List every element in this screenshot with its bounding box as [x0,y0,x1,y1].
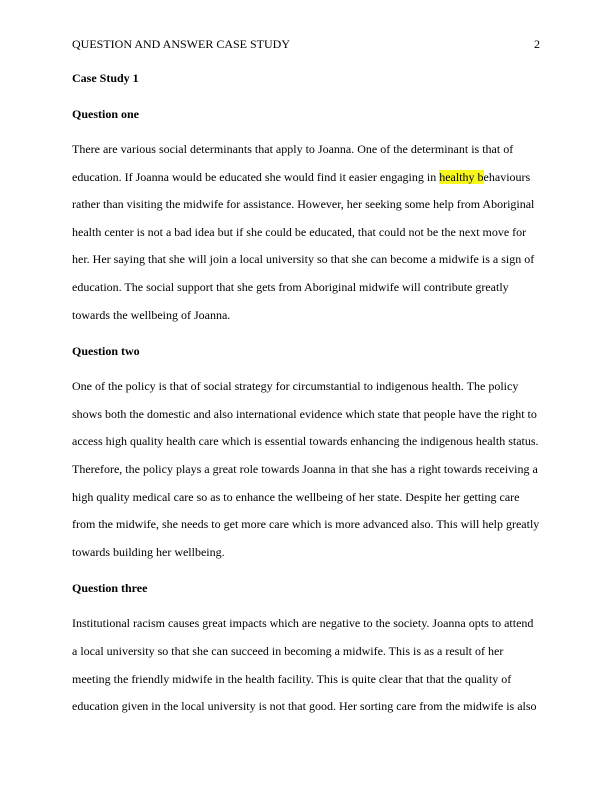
question-three-heading: Question three [72,581,148,596]
paragraph-line: education. The social support that she gets from Aboriginal midwife will contribute greatly [72,279,509,294]
paragraph-line: Institutional racism causes great impacts which are negative to the society. Joanna opts to attend [72,616,534,631]
paragraph-line: meeting the friendly midwife in the health facility. This is quite clear that that the quality of [72,671,512,686]
question-two-heading: Question two [72,344,140,359]
paragraph-line: health center is not a bad idea but if she could be educated, that could not be the next move for [72,224,527,239]
paragraph-line: her. Her saying that she will join a local university so that she can become a midwife is a sign of [72,252,535,267]
paragraph-line: rather than visiting the midwife for assistance. However, her seeking some help from Aboriginal [72,197,535,212]
paragraph-line [72,164,540,192]
question-two-paragraph [72,373,540,566]
paragraph-line: towards the wellbeing of Joanna. [72,307,231,322]
paragraph-line: a local university so that she can succeed in becoming a midwife. This is as a result of her [72,643,504,658]
paragraph-line: access high quality health care which is essential towards enhancing the indigenous health status. [72,434,539,449]
document-body [72,64,540,729]
case-study-title: Case Study 1 [72,71,139,85]
paragraph-line: high quality medical care so as to enhance the wellbeing of her state. Despite her getting care [72,489,520,504]
paragraph-line: shows both the domestic and also international evidence which state that people have the right to [72,406,537,421]
line-text: ehaviours [483,169,531,184]
running-head: QUESTION AND ANSWER CASE STUDY [72,37,291,51]
highlighted-text: healthy b [439,169,484,184]
page-number: 2 [534,37,540,51]
line-text: education. If Joanna would be educated she would find it easier engaging in [72,169,440,184]
paragraph-line: One of the policy is that of social strategy for circumstantial to indigenous health. The policy [72,379,519,394]
question-one-heading: Question one [72,107,140,121]
question-three-paragraph [72,610,540,720]
paragraph-line: Therefore, the policy plays a great role towards Joanna in that she has a right towards receiving a [72,461,538,476]
paragraph-line: education given in the local university is not that good. Her sorting care from the midwife is also [72,699,537,714]
question-one-paragraph [72,136,540,329]
paragraph-line: towards building her wellbeing. [72,544,225,559]
paragraph-line: There are various social determinants that apply to Joanna. One of the determinant is that of [72,142,514,156]
paragraph-line: from the midwife, she needs to get more care which is more advanced also. This will help greatly [72,517,540,532]
